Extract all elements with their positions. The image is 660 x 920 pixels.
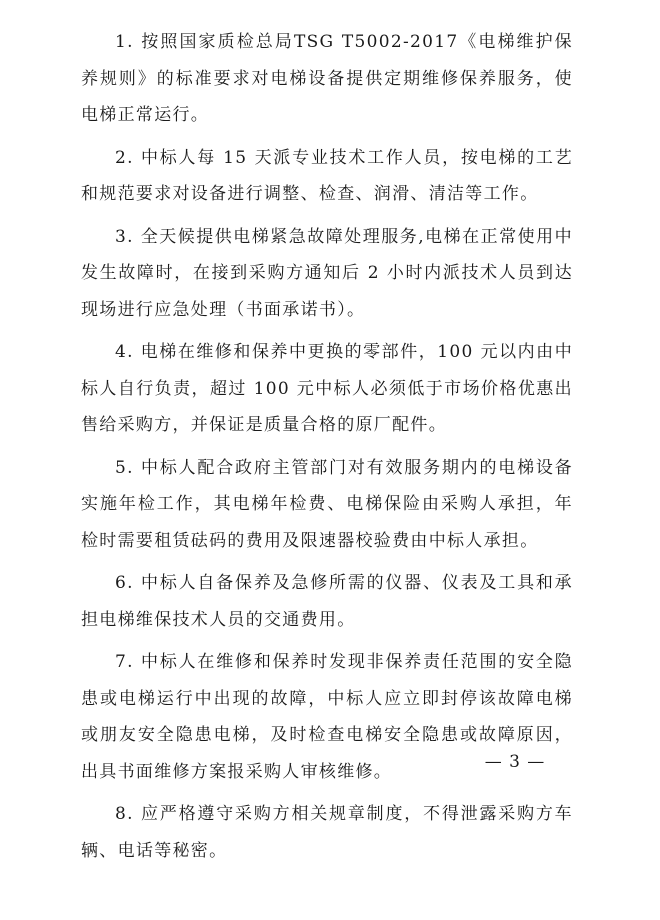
paragraph-5: 5. 中标人配合政府主管部门对有效服务期内的电梯设备实施年检工作，其电梯年检费、电梯保险由采购人承担，年检时需要租赁砝码的费用及限速器校验费由中标人承担。 xyxy=(81,457,573,551)
paragraph-1: 1. 按照国家质检总局TSG T5002-2017《电梯维护保养规则》的标准要求对电梯设备提供定期维修保养服务，使电梯正常运行。 xyxy=(81,32,573,125)
paragraph-8: 8. 应严格遵守采购方相关规章制度，不得泄露采购方车辆、电话等秘密。 xyxy=(81,804,573,861)
paragraph-4: 4. 电梯在维修和保养中更换的零部件，100 元以内由中标人自行负责，超过 100 元中标人必须低于市场价格优惠出售给采购方，并保证是质量合格的原厂配件。 xyxy=(81,342,573,435)
paragraph-6: 6. 中标人自备保养及急修所需的仪器、仪表及工具和承担电梯维保技术人员的交通费用。 xyxy=(81,573,573,630)
paragraph-3: 3. 全天候提供电梯紧急故障处理服务,电梯在正常使用中发生故障时，在接到采购方通知后 2 小时内派技术人员到达现场进行应急处理（书面承诺书）。 xyxy=(81,226,573,320)
paragraph-2: 2. 中标人每 15 天派专业技术工作人员，按电梯的工艺和规范要求对设备进行调整、检查、润滑、清洁等工作。 xyxy=(81,147,573,204)
page-number: — 3 — xyxy=(484,752,546,772)
document-body xyxy=(81,24,573,875)
paragraph-7: 7. 中标人在维修和保养时发现非保养责任范围的安全隐患或电梯运行中出现的故障，中标人应立即封停该故障电梯或朋友安全隐患电梯，及时检查电梯安全隐患或故障原因，出具书面维修方案报采购人审核维修。 xyxy=(81,652,573,782)
